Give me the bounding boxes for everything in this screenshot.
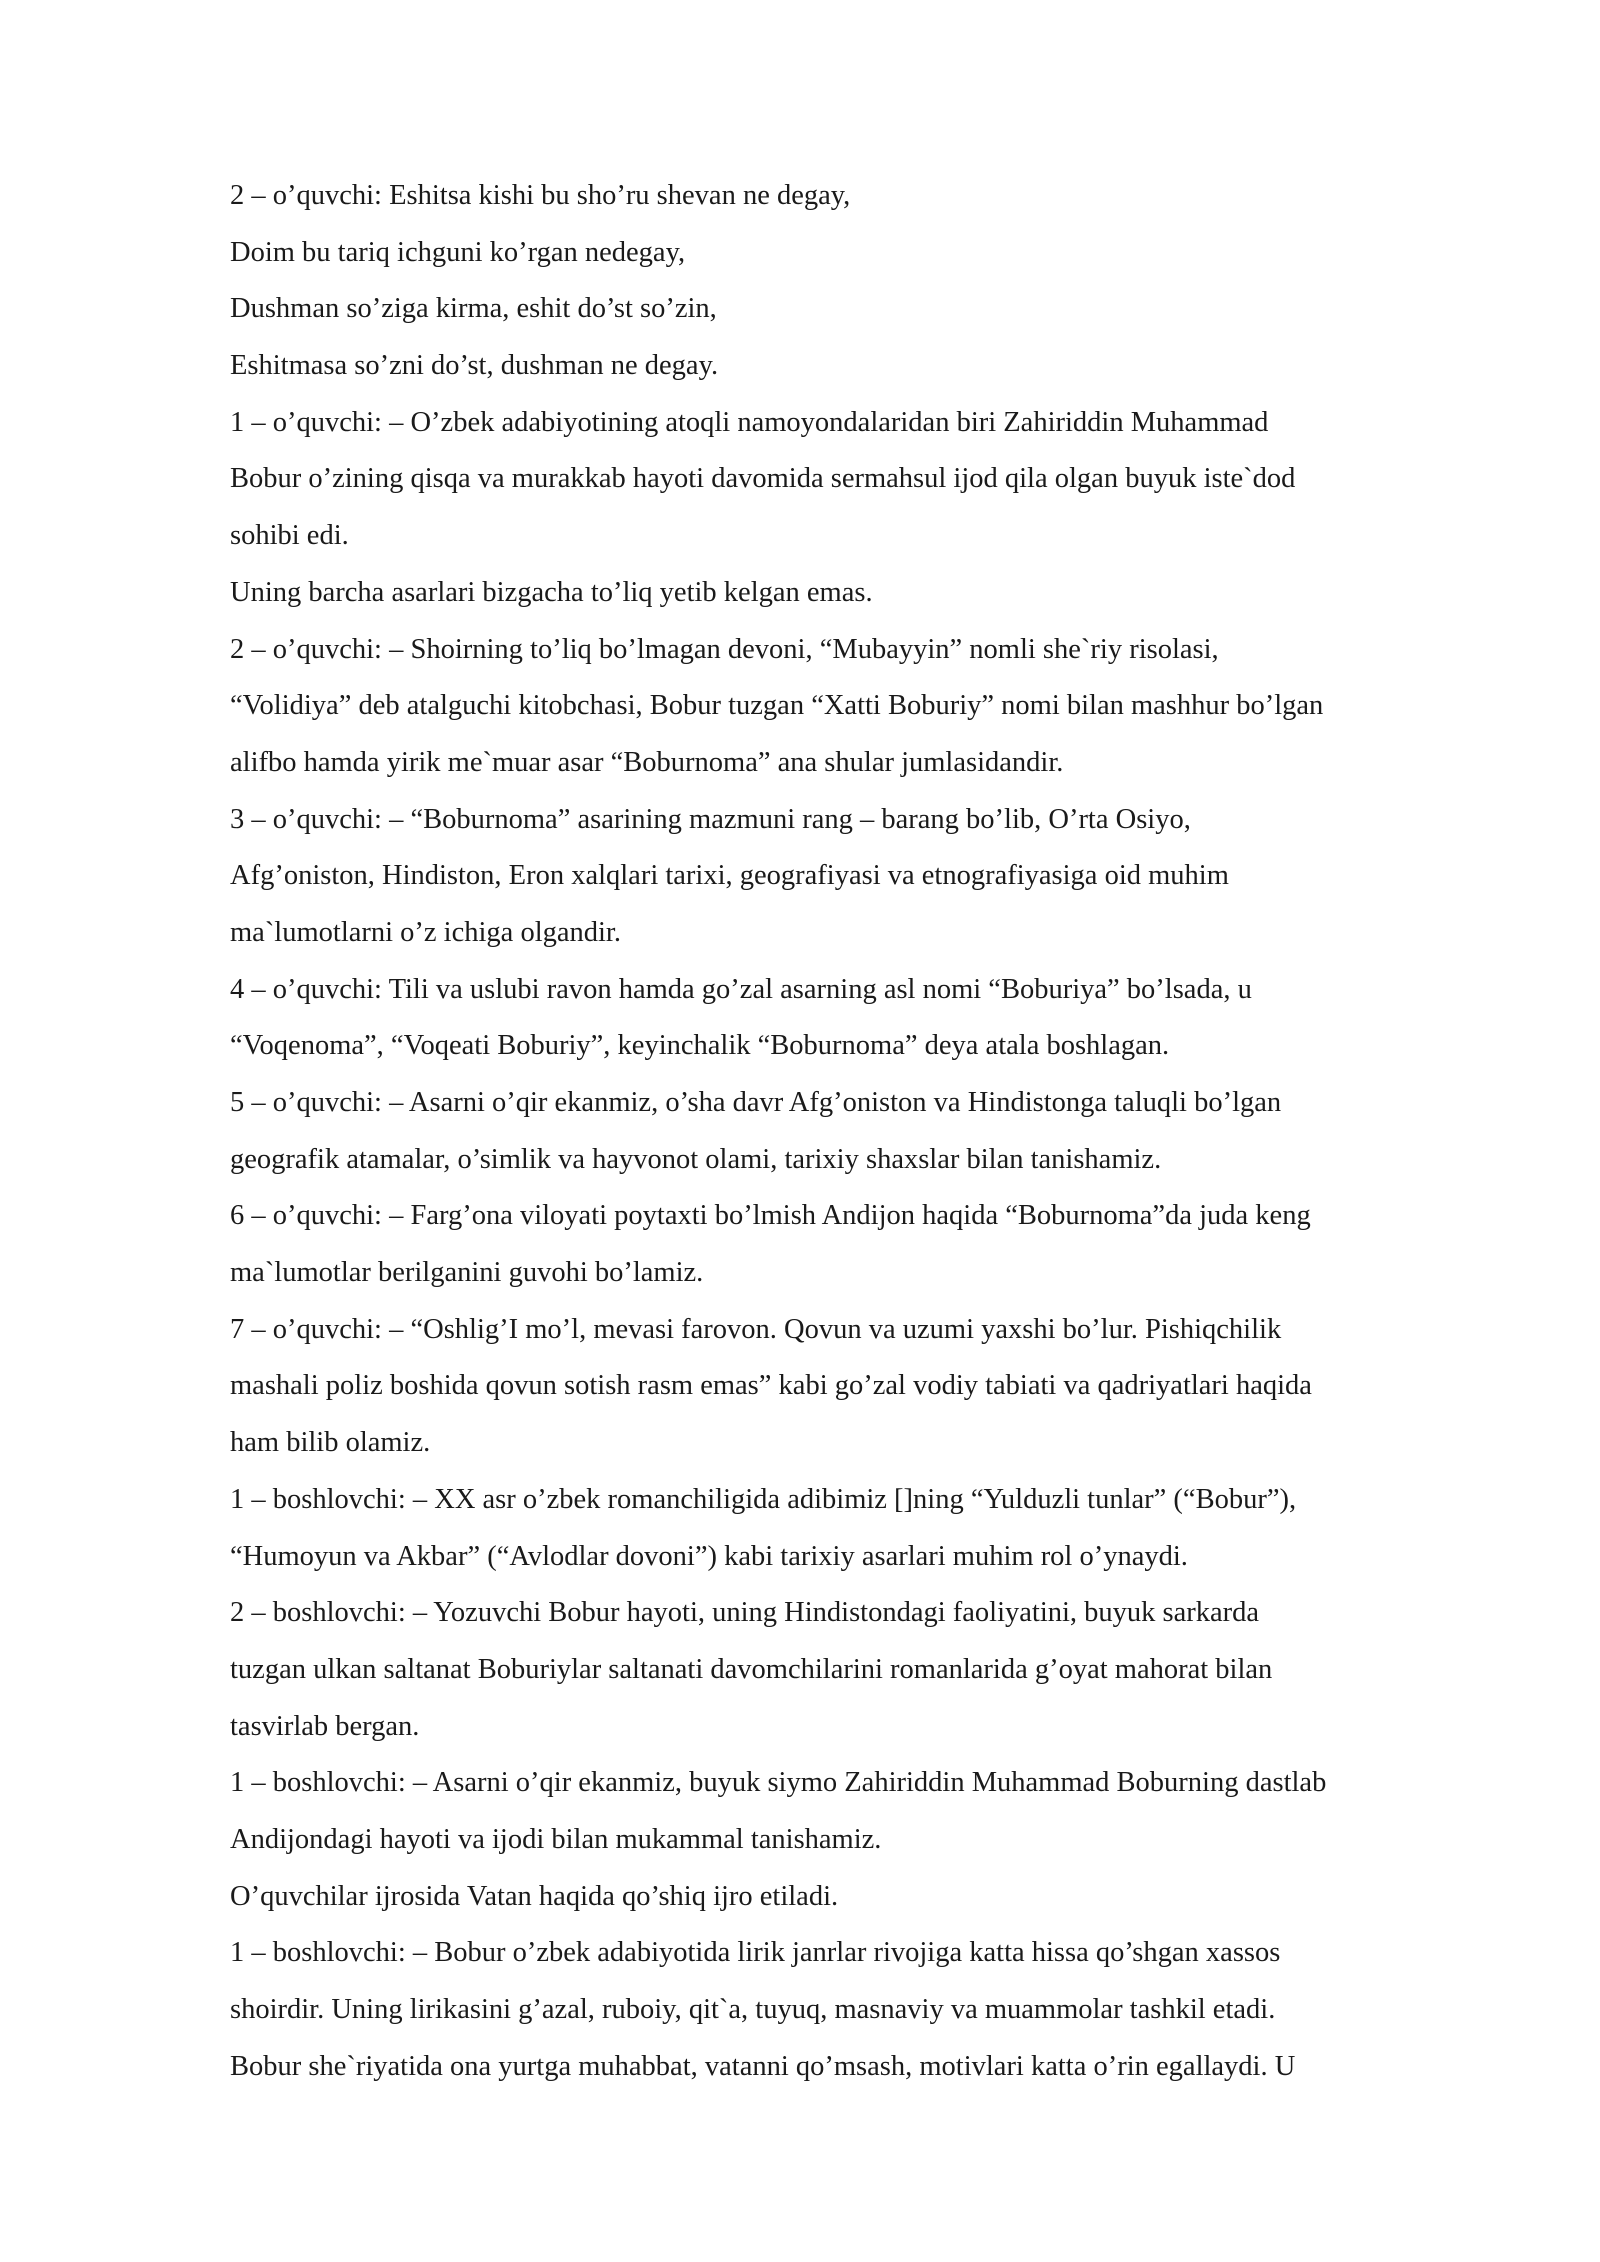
text-line: Doim bu tariq ichguni ko’rgan nedegay, xyxy=(230,236,686,268)
text-line: 2 – o’quvchi: Eshitsa kishi bu sho’ru shevan ne degay, xyxy=(230,180,851,211)
text-line: 3 – o’quvchi: – “Boburnoma” asarining mazmuni rang – barang bo’lib, O’rta Osiyo, xyxy=(230,803,1191,835)
text-line: shoirdir. Uning lirikasini g’azal, ruboiy, qit`a, tuyuq, masnaviy va muammolar tashkil etadi. xyxy=(230,1994,1276,2025)
text-line: ma`lumotlarni o’z ichiga olgandir. xyxy=(230,916,621,948)
text-line: 1 – boshlovchi: – Asarni o’qir ekanmiz, buyuk siymo Zahiriddin Muhammad Boburning dastlab xyxy=(230,1767,1327,1799)
text-line: tasvirlab bergan. xyxy=(230,1710,420,1742)
text-line: Bobur o’zining qisqa va murakkab hayoti davomida sermahsul ijod qila olgan buyuk iste`dod xyxy=(230,463,1296,495)
text-line: geografik atamalar, o’simlik va hayvonot olami, tarixiy shaxslar bilan tanishamiz. xyxy=(230,1143,1162,1175)
text-line: Dushman so’ziga kirma, eshit do’st so’zin, xyxy=(230,293,717,325)
text-line: 1 – o’quvchi: – O’zbek adabiyotining atoqli namoyondalaridan biri Zahiriddin Muhammad xyxy=(230,406,1269,438)
text-line: Uning barcha asarlari bizgacha to’liq yetib kelgan emas. xyxy=(230,576,873,608)
text-line: 6 – o’quvchi: – Farg’ona viloyati poytaxti bo’lmish Andijon haqida “Boburnoma”da juda keng xyxy=(230,1200,1311,1232)
text-line: 4 – o’quvchi: Tili va uslubi ravon hamda go’zal asarning asl nomi “Boburiya” bo’lsada, u xyxy=(230,973,1252,1005)
text-line: tuzgan ulkan saltanat Boburiylar saltanati davomchilarini romanlarida g’oyat mahorat bilan xyxy=(230,1653,1273,1685)
text-line: 1 – boshlovchi: – XX asr o’zbek romanchiligida adibimiz []ning “Yulduzli tunlar” (“Bobur”), xyxy=(230,1483,1297,1515)
text-line: 2 – o’quvchi: – Shoirning to’liq bo’lmagan devoni, “Mubayyin” nomli she`riy risolasi, xyxy=(230,633,1219,665)
text-line: Eshitmasa so’zni do’st, dushman ne degay. xyxy=(230,350,719,382)
text-line: 7 – o’quvchi: – “Oshlig’I mo’l, mevasi farovon. Qovun va uzumi yaxshi bo’lur. Pishiqchilik xyxy=(230,1313,1282,1345)
text-line: mashali poliz boshida qovun sotish rasm emas” kabi go’zal vodiy tabiati va qadriyatlari haqida xyxy=(230,1370,1312,1402)
text-line: O’quvchilar ijrosida Vatan haqida qo’shiq ijro etiladi. xyxy=(230,1880,839,1912)
text-line: “Humoyun va Akbar” (“Avlodlar dovoni”) kabi tarixiy asarlari muhim rol o’ynaydi. xyxy=(230,1540,1188,1572)
text-line: Afg’oniston, Hindiston, Eron xalqlari tarixi, geografiyasi va etnografiyasiga oid muhim xyxy=(230,860,1229,892)
text-line: 2 – boshlovchi: – Yozuvchi Bobur hayoti, uning Hindistondagi faoliyatini, buyuk sarkarda xyxy=(230,1597,1260,1629)
text-line: ma`lumotlar berilganini guvohi bo’lamiz. xyxy=(230,1257,704,1289)
text-line: Andijondagi hayoti va ijodi bilan mukammal tanishamiz. xyxy=(230,1823,882,1855)
text-line: Bobur she`riyatida ona yurtga muhabbat, vatanni qo’msash, motivlari katta o’rin egallaydi. U xyxy=(230,2050,1296,2082)
document-body xyxy=(230,168,1530,2095)
text-line: 5 – o’quvchi: – Asarni o’qir ekanmiz, o’sha davr Afg’oniston va Hindistonga taluqli bo’lgan xyxy=(230,1087,1282,1118)
text-line: “Volidiya” deb atalguchi kitobchasi, Bobur tuzgan “Xatti Boburiy” nomi bilan mashhur bo’lgan xyxy=(230,690,1324,722)
text-line: “Voqenoma”, “Voqeati Boburiy”, keyinchalik “Boburnoma” deya atala boshlagan. xyxy=(230,1030,1170,1062)
text-line: sohibi edi. xyxy=(230,520,349,552)
text-line: alifbo hamda yirik me`muar asar “Boburnoma” ana shular jumlasidandir. xyxy=(230,746,1064,778)
text-line: ham bilib olamiz. xyxy=(230,1427,431,1459)
text-line: 1 – boshlovchi: – Bobur o’zbek adabiyotida lirik janrlar rivojiga katta hissa qo’shgan xassos xyxy=(230,1937,1281,1969)
